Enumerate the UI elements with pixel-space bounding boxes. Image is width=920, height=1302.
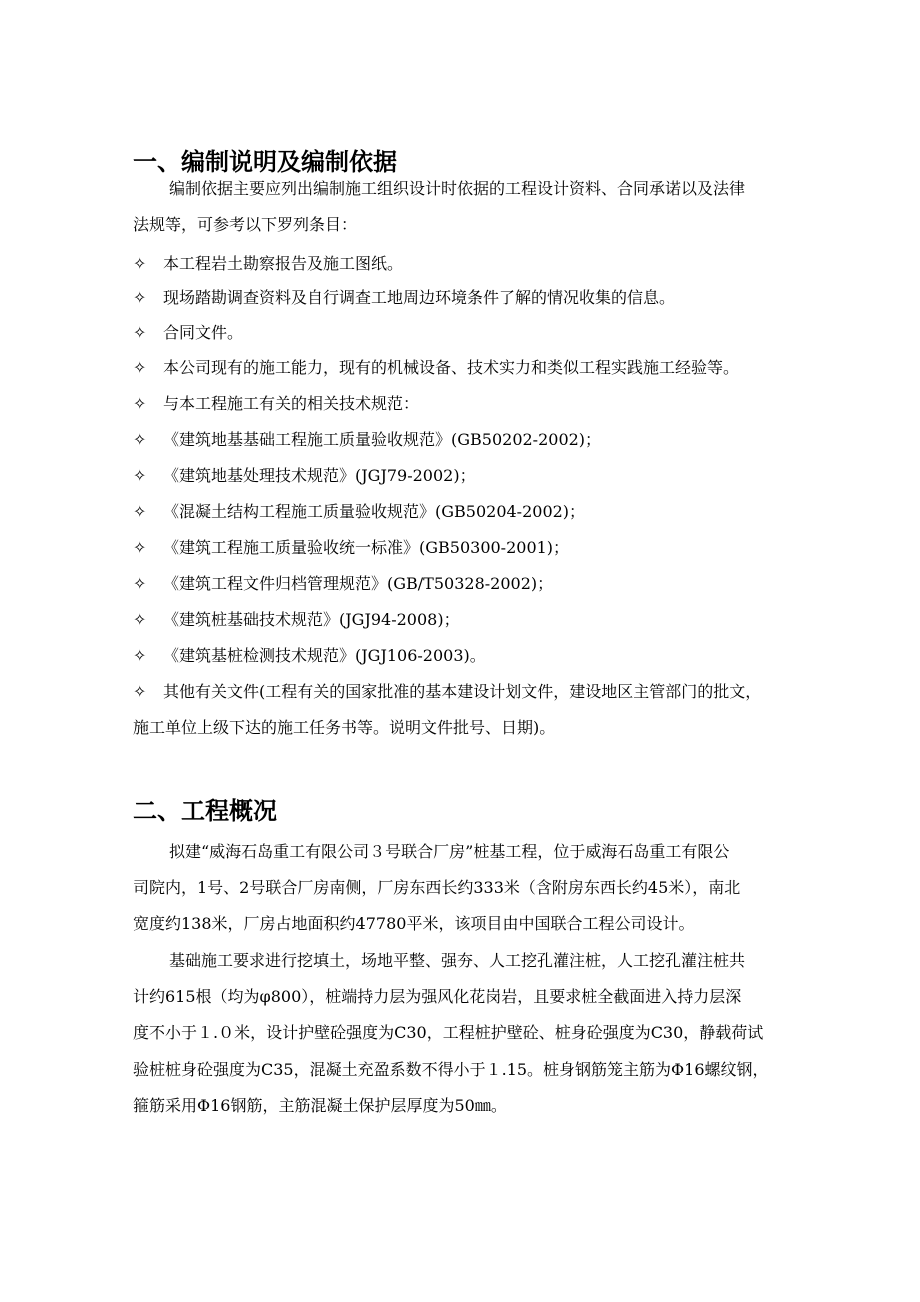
bullet-icon: ✧ [133,574,147,593]
list-item [133,428,601,452]
bullet-icon: ✧ [133,288,147,307]
section-2-heading: 二、工程概况 [133,797,277,825]
list-item-text: 现场踏勘调查资料及自行调查工地周边环境条件了解的情况收集的信息。 [163,288,676,307]
list-item-text: 《建筑地基处理技术规范》(JGJ79-2002)； [163,466,476,485]
list-item [133,392,419,416]
list-item-text: 本工程岩土勘察报告及施工图纸。 [163,254,404,273]
list-item [133,536,569,560]
list-item [133,500,585,524]
paragraph-2-line-5: 箍筋采用Φ16钢筋，主筋混凝土保护层厚度为50㎜。 [133,1096,507,1115]
list-item [133,464,476,488]
section-1-heading: 一、编制说明及编制依据 [133,148,397,176]
list-item [133,644,486,668]
bullet-icon: ✧ [133,430,147,449]
bullet-icon: ✧ [133,610,147,629]
paragraph-1-line-2: 司院内，1号、2号联合厂房南侧，厂房东西长约333米（含附房东西长约45米），南北 [133,878,741,897]
bullet-icon: ✧ [133,254,147,273]
list-item [133,680,761,704]
paragraph-2-line-3: 度不小于１.０米，设计护壁砼强度为C30，工程桩护壁砼、桩身砼强度为C30，静载荷试 [133,1023,764,1042]
list-item-text: 其他有关文件(工程有关的国家批准的基本建设计划文件，建设地区主管部门的批文， [163,682,762,701]
paragraph-1-line-1: 拟建“威海石岛重工有限公司３号联合厂房”桩基工程，位于威海石岛重工有限公 [169,842,730,861]
bullet-icon: ✧ [133,502,147,521]
list-item [133,608,460,632]
list-item-text: 《建筑地基基础工程施工质量验收规范》(GB50202-2002)； [163,430,602,449]
list-item-text: 合同文件。 [163,323,244,342]
list-item [133,286,675,310]
paragraph-2-line-4: 验桩桩身砼强度为C35，混凝土充盈系数不得小于１.15。桩身钢筋笼主筋为Φ16螺纹钢， [133,1060,769,1079]
list-item-text: 与本工程施工有关的相关技术规范： [163,394,420,413]
list-item [133,356,739,380]
paragraph-1-line-3: 宽度约138米，厂房占地面积约47780平米，该项目由中国联合工程公司设计。 [133,914,695,933]
paragraph-2-line-2: 计约615根（均为φ800），桩端持力层为强风化花岗岩，且要求桩全截面进入持力层深 [133,987,742,1006]
list-item [133,572,553,596]
list-item-continuation: 施工单位上级下达的施工任务书等。说明文件批号、日期)。 [133,718,556,737]
list-item-text: 《建筑桩基础技术规范》(JGJ94-2008)； [163,610,460,629]
section-1-intro-line-1: 编制依据主要应列出编制施工组织设计时依据的工程设计资料、合同承诺以及法律 [169,179,746,198]
paragraph-2-line-1: 基础施工要求进行挖填土，场地平整、强夯、人工挖孔灌注桩，人工挖孔灌注桩共 [169,951,746,970]
bullet-icon: ✧ [133,394,147,413]
bullet-icon: ✧ [133,466,147,485]
bullet-icon: ✧ [133,323,147,342]
bullet-icon: ✧ [133,358,147,377]
list-item [133,252,403,276]
list-item [133,321,243,345]
list-item-text: 《建筑工程施工质量验收统一标准》(GB50300-2001)； [163,538,570,557]
section-1-intro-line-2: 法规等，可参考以下罗列条目： [133,215,358,234]
bullet-icon: ✧ [133,682,147,701]
bullet-icon: ✧ [133,646,147,665]
bullet-icon: ✧ [133,538,147,557]
list-item-text: 《建筑基桩检测技术规范》(JGJ106-2003)。 [163,646,486,665]
list-item-text: 《混凝土结构工程施工质量验收规范》(GB50204-2002)； [163,502,586,521]
list-item-text: 本公司现有的施工能力，现有的机械设备、技术实力和类似工程实践施工经验等。 [163,358,740,377]
list-item-text: 《建筑工程文件归档管理规范》(GB/T50328-2002)； [163,574,554,593]
